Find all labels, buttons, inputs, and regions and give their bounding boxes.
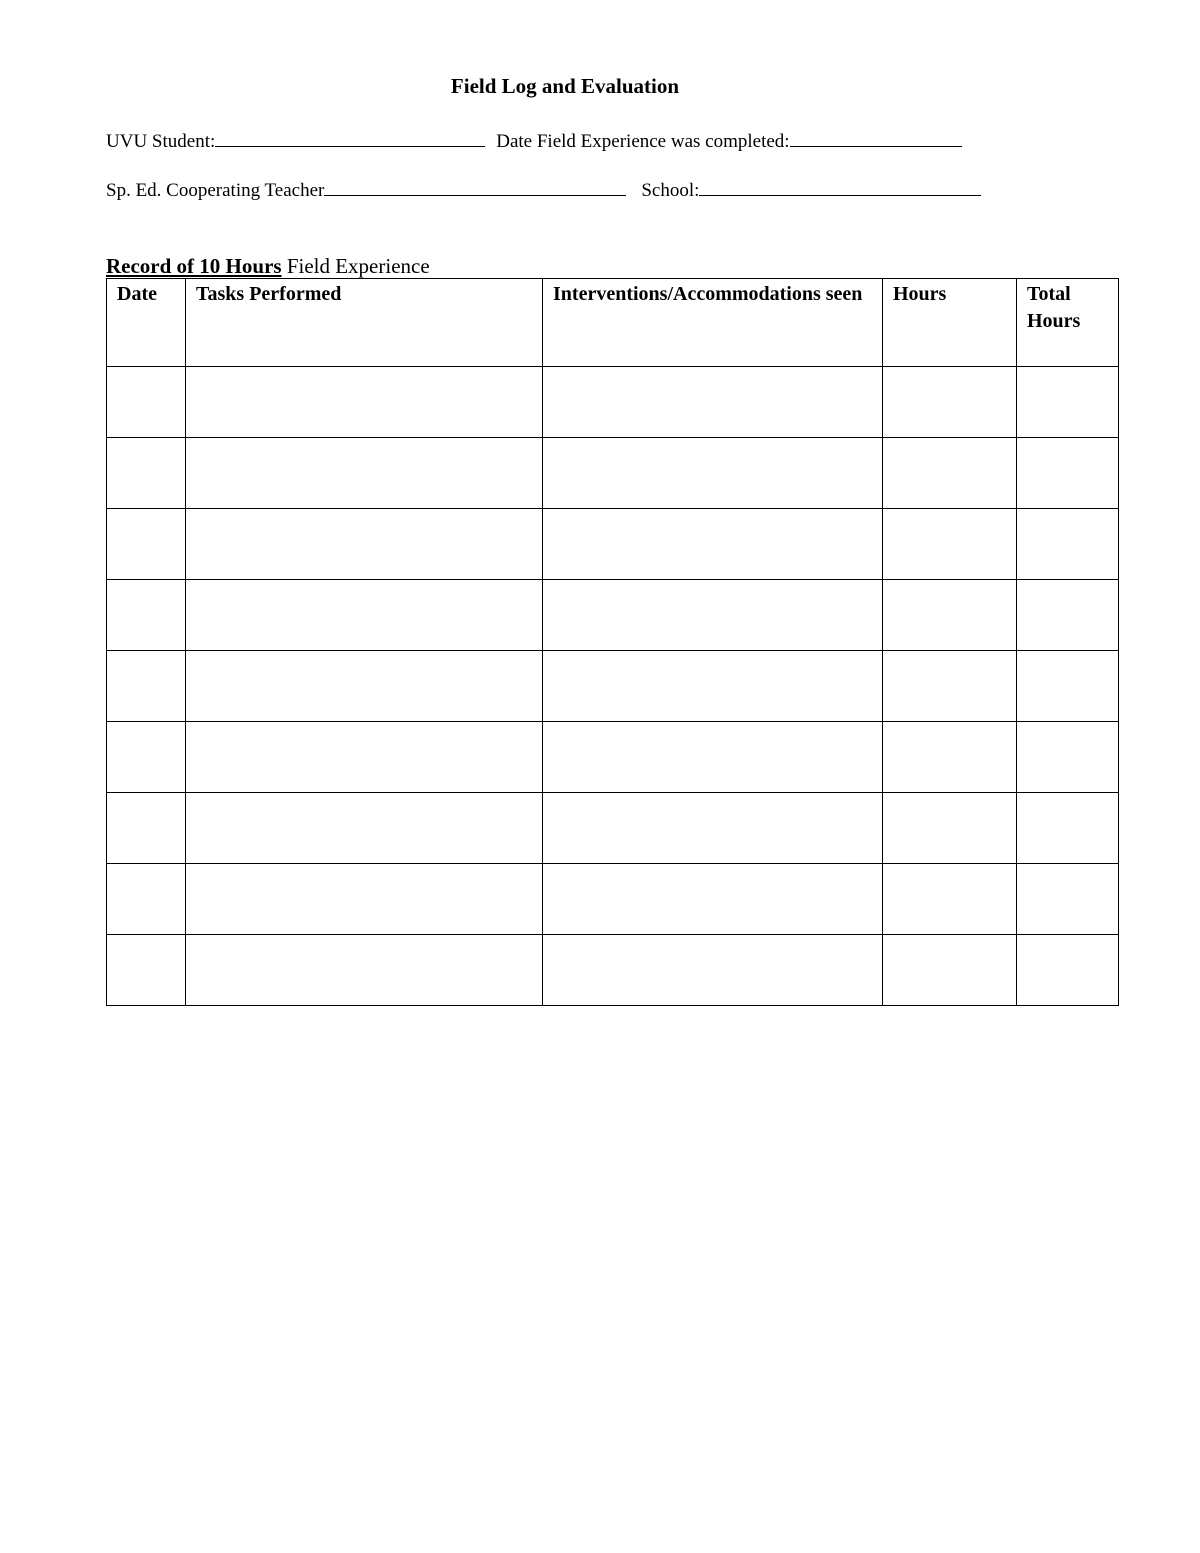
student-date-line (106, 128, 962, 154)
table-header-row (107, 279, 1119, 367)
header-hours: Hours (883, 279, 1017, 367)
table-row (107, 864, 1119, 935)
interventions-cell[interactable] (543, 509, 883, 580)
hours-cell[interactable] (883, 580, 1017, 651)
date-cell[interactable] (107, 580, 186, 651)
uvu-student-label: UVU Student: (106, 131, 216, 152)
cooperating-teacher-label: Sp. Ed. Cooperating Teacher (106, 180, 325, 201)
interventions-cell[interactable] (543, 651, 883, 722)
date-completed-label: Date Field Experience was completed: (496, 131, 790, 152)
total-hours-cell[interactable] (1017, 509, 1119, 580)
date-cell[interactable] (107, 651, 186, 722)
tasks-cell[interactable] (186, 722, 543, 793)
date-cell[interactable] (107, 438, 186, 509)
record-heading (106, 253, 430, 279)
date-cell[interactable] (107, 935, 186, 1006)
total-hours-cell[interactable] (1017, 580, 1119, 651)
tasks-cell[interactable] (186, 580, 543, 651)
total-hours-cell[interactable] (1017, 722, 1119, 793)
interventions-cell[interactable] (543, 580, 883, 651)
total-hours-cell[interactable] (1017, 438, 1119, 509)
interventions-cell[interactable] (543, 935, 883, 1006)
header-date: Date (107, 279, 186, 367)
tasks-cell[interactable] (186, 509, 543, 580)
hours-cell[interactable] (883, 438, 1017, 509)
total-hours-cell[interactable] (1017, 935, 1119, 1006)
cooperating-teacher-blank[interactable] (324, 177, 626, 196)
date-cell[interactable] (107, 722, 186, 793)
interventions-cell[interactable] (543, 722, 883, 793)
tasks-cell[interactable] (186, 864, 543, 935)
uvu-student-blank[interactable] (215, 128, 485, 147)
hours-cell[interactable] (883, 935, 1017, 1006)
interventions-cell[interactable] (543, 864, 883, 935)
teacher-school-line (106, 177, 981, 203)
hours-cell[interactable] (883, 651, 1017, 722)
table-row (107, 651, 1119, 722)
table-row (107, 580, 1119, 651)
tasks-cell[interactable] (186, 793, 543, 864)
header-tasks-performed: Tasks Performed (186, 279, 543, 367)
total-hours-cell[interactable] (1017, 651, 1119, 722)
date-cell[interactable] (107, 793, 186, 864)
record-heading-emphasis: Record of 10 Hours (106, 254, 282, 278)
table-row (107, 438, 1119, 509)
tasks-cell[interactable] (186, 935, 543, 1006)
date-completed-blank[interactable] (790, 128, 962, 147)
table-row (107, 367, 1119, 438)
total-hours-cell[interactable] (1017, 793, 1119, 864)
tasks-cell[interactable] (186, 651, 543, 722)
page-title: Field Log and Evaluation (450, 74, 680, 98)
date-cell[interactable] (107, 509, 186, 580)
header-interventions-accommodations: Interventions/Accommodations seen (543, 279, 883, 367)
interventions-cell[interactable] (543, 367, 883, 438)
date-cell[interactable] (107, 367, 186, 438)
tasks-cell[interactable] (186, 438, 543, 509)
record-heading-rest: Field Experience (281, 254, 430, 278)
total-hours-cell[interactable] (1017, 864, 1119, 935)
hours-cell[interactable] (883, 864, 1017, 935)
hours-cell[interactable] (883, 793, 1017, 864)
interventions-cell[interactable] (543, 793, 883, 864)
table-row (107, 793, 1119, 864)
hours-cell[interactable] (883, 509, 1017, 580)
school-label: School: (641, 180, 700, 201)
date-cell[interactable] (107, 864, 186, 935)
total-hours-cell[interactable] (1017, 367, 1119, 438)
hours-cell[interactable] (883, 722, 1017, 793)
table-row (107, 509, 1119, 580)
table-row (107, 935, 1119, 1006)
interventions-cell[interactable] (543, 438, 883, 509)
field-log-table (106, 278, 1119, 1006)
school-blank[interactable] (699, 177, 981, 196)
tasks-cell[interactable] (186, 367, 543, 438)
hours-cell[interactable] (883, 367, 1017, 438)
header-total-hours: Total Hours (1017, 279, 1119, 367)
table-row (107, 722, 1119, 793)
